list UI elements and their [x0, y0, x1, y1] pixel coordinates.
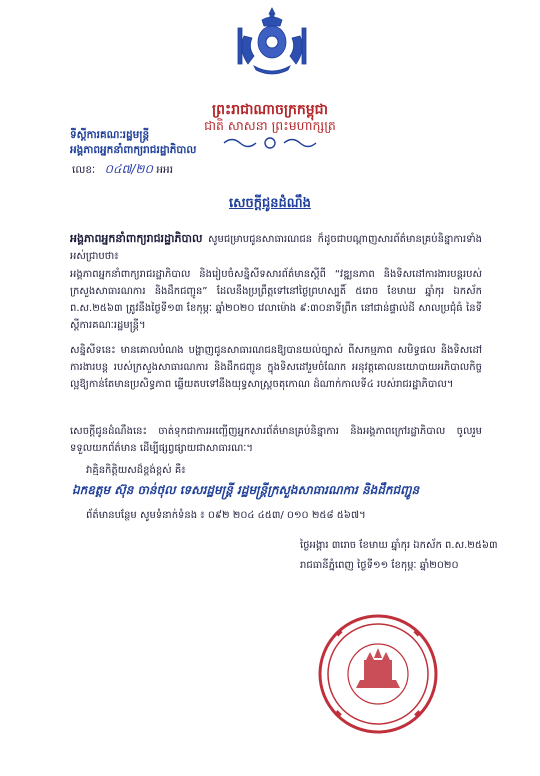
intro-bold: អង្គភាពអ្នកនាំពាក្យរាជរដ្ឋាភិបាល — [70, 232, 203, 245]
ornament-divider-icon — [220, 136, 320, 150]
doc-number-label: លេខៈ — [72, 164, 96, 176]
official-seal-icon — [316, 612, 440, 736]
doc-number-suffix: អអរ — [156, 164, 174, 176]
paragraph-event: អង្គភាពអ្នកនាំពាក្យរាជរដ្ឋាភិបាល និងរៀបចំសន្និសីទសារព័ត៌មានស្តីពី “វឌ្ឍនភាព និងទិសដៅការងារបន្តរបស់ក្រសួងសាធារណការ និងដឹកជញ្ជូន” ដែលនឹងប្រព្រឹត្តទៅនៅថ្ងៃព្រហស្បតិ៍ ៥រោច ខែមាឃ ឆ្នាំកុរ ឯកស័ក ព.ស.២៥៦៣ ត្រូវនឹងថ្ងៃទី១៣ ខែកុម្ភៈ ឆ្នាំ២០២០ វេលាម៉ោង ៩:៣០នាទីព្រឹក នៅជាន់ផ្ទាល់ដី សាលប្រជុំធំ នៃទីស្តីការគណៈរដ្ឋមន្ត្រី។ — [70, 269, 482, 331]
intro-text: សូមជម្រាបជូនសាធារណជន ក៏ដូចជាបណ្តាញសារព័ត៌មានគ្រប់និន្នាការទាំងអស់ជ្រាបថា៖ — [70, 234, 482, 262]
document-title: សេចក្តីជូនដំណឹង — [229, 196, 311, 211]
ministry-line1: ទីស្តីការគណៈរដ្ឋមន្ត្រី — [70, 129, 150, 141]
leader-label: វាគ្មិនកិត្តិយសដ៏ខ្ពង់ខ្ពស់ គឺ៖ — [86, 465, 186, 476]
date-lunar: ថ្ងៃអង្គារ ៣រោច ខែមាឃ ឆ្នាំកុរ ឯកស័ក ព.ស.២៥៦៣ — [300, 540, 498, 551]
leader-name: ឯកឧត្តម ស៊ុន ចាន់ថុល ទេសរដ្ឋមន្ត្រី រដ្ឋមន្ត្រីក្រសួងសាធារណការ និងដឹកជញ្ជូន — [72, 483, 420, 497]
date-solar: រាជធានីភ្នំពេញ ថ្ងៃទី១១ ខែកុម្ភៈ ឆ្នាំ២០២០ — [300, 560, 459, 571]
paragraph-intro — [70, 230, 482, 265]
document-number — [72, 161, 173, 179]
national-motto: ជាតិ សាសនា ព្រះមហាក្សត្រ — [204, 118, 336, 133]
doc-number-value: ០៤៧/២០ — [104, 162, 154, 176]
contact-info: ព័ត៌មានបន្ថែម សូមទំនាក់ទំនង ៖ ០៩២ ២០៤ ៤៥៣/ ០១០ ២៥៨ ៥៦៧។ — [86, 510, 366, 521]
paragraph-invitation: សេចក្តីជូនដំណឹងនេះ ចាត់ទុកជាការអញ្ជើញអ្នកសារព័ត៌មានគ្រប់និន្នាការ និងអង្គភាពក្រៅរដ្ឋាភិបាល ចូលរួមទទួលយកព័ត៌មាន ដើម្បីផ្សព្វផ្សាយជាសាធារណៈ។ — [70, 426, 482, 454]
paragraph-purpose: សន្និសីទនេះ មានគោលបំណង បង្ហាញជូនសាធារណជនឱ្យបានយល់ច្បាស់ ពីសកម្មភាព សមិទ្ធផល និងទិសដៅការងារបន្ត របស់ក្រសួងសាធារណការ និងដឹកជញ្ជូន ក្នុងទិសដៅរួមចំណែក អនុវត្តគោលនយោបាយអភិបាលកិច្ចល្អឱ្យកាន់តែមានប្រសិទ្ធភាព ឆ្លើយតបទៅនឹងយុទ្ធសាស្ត្រចតុកោណ ដំណាក់កាលទី៤ របស់រាជរដ្ឋាភិបាល។ — [70, 345, 482, 390]
royal-emblem-icon — [234, 6, 310, 76]
ministry-block — [70, 128, 196, 158]
kingdom-heading: ព្រះរាជាណាចក្រកម្ពុជា — [211, 102, 328, 118]
ministry-line2: អង្គភាពអ្នកនាំពាក្យរាជរដ្ឋាភិបាល — [70, 144, 197, 156]
